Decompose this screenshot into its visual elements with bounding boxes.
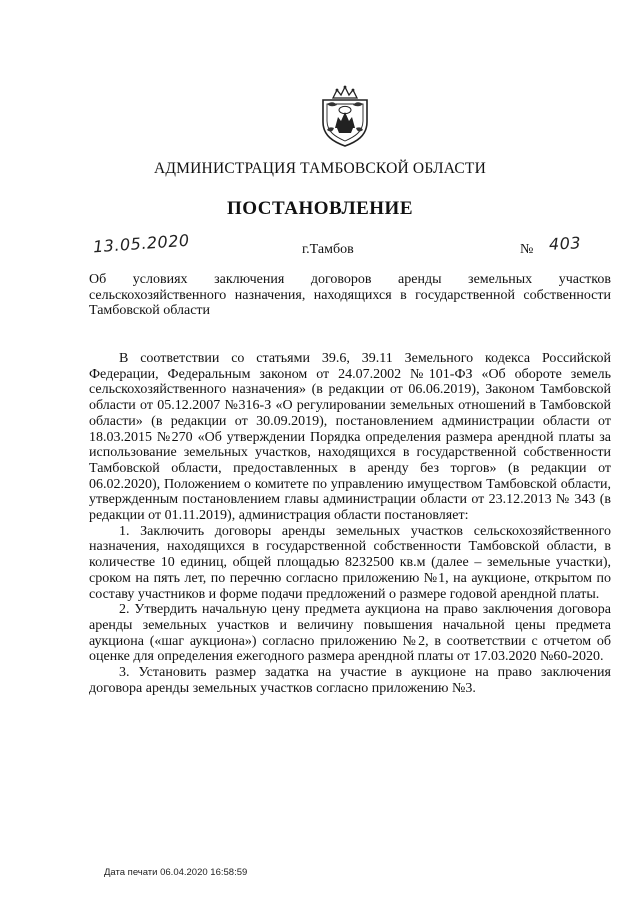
print-date-footer: Дата печати 06.04.2020 16:58:59 [104,867,248,878]
number-label: № [520,242,534,257]
organization-title: АДМИНИСТРАЦИЯ ТАМБОВСКОЙ ОБЛАСТИ [154,160,486,177]
document-type-title: ПОСТАНОВЛЕНИЕ [226,198,414,219]
handwritten-number: 403 [548,233,582,254]
handwritten-date: 13.05.2020 [92,230,191,257]
city-label: г.Тамбов [302,242,354,257]
document-subject: Об условиях заключения договоров аренды земельных участков сельскохозяйственного назначения, находящихся в государственной собственности Тамбовской области [89,272,611,318]
preamble-paragraph: В соответствии со статьями 39.6, 39.11 Земельного кодекса Российской Федерации, Федеральным законом от 24.07.2002 №101-ФЗ «Об обороте земель сельскохозяйственного назначения» (в редакции от 06.06.2019), Законом Тамбовской области от 05.12.2007 №316-З «О регулировании земельных отношений в Тамбовской области» (в редакции от 30.09.2019), постановлением администрации области от 18.03.2015 №270 «Об утверждении Порядка определения размера арендной платы за использование земельных участков, находящихся в государственной собственности Тамбовской области, предоставленных в аренду без торгов» (в редакции от 06.02.2020), Положением о комитете по управлению имуществом Тамбовской области, утвержденным постановлением главы администрации области от 23.12.2013 № 343 (в редакции от 01.11.2019), администрация области постановляет: [89,351,611,524]
clause-3-paragraph: 3. Установить размер задатка на участие в аукционе на право заключения договора аренды земельных участков согласно приложению №3. [89,665,611,696]
clause-1-paragraph: 1. Заключить договоры аренды земельных участков сельскохозяйственного назначения, находящихся в государственной собственности Тамбовской области, в количестве 10 единиц, общей площадью 8232500 кв.м (далее – земельные участки), сроком на пять лет, по перечню согласно приложению №1, на аукционе, открытом по составу участников и форме подачи предложений о размере годовой арендной платы. [89,523,611,602]
document-body [89,351,611,696]
clause-2-paragraph: 2. Утвердить начальную цену предмета аукциона на право заключения договора аренды земельных участков и величину повышения начальной цены предмета аукциона («шаг аукциона») согласно приложению №2, в соответствии с отчетом об оценке для определения ежегодного размера арендной платы от 17.03.2020 №60-2020. [89,602,611,665]
coat-of-arms-icon [319,84,371,148]
